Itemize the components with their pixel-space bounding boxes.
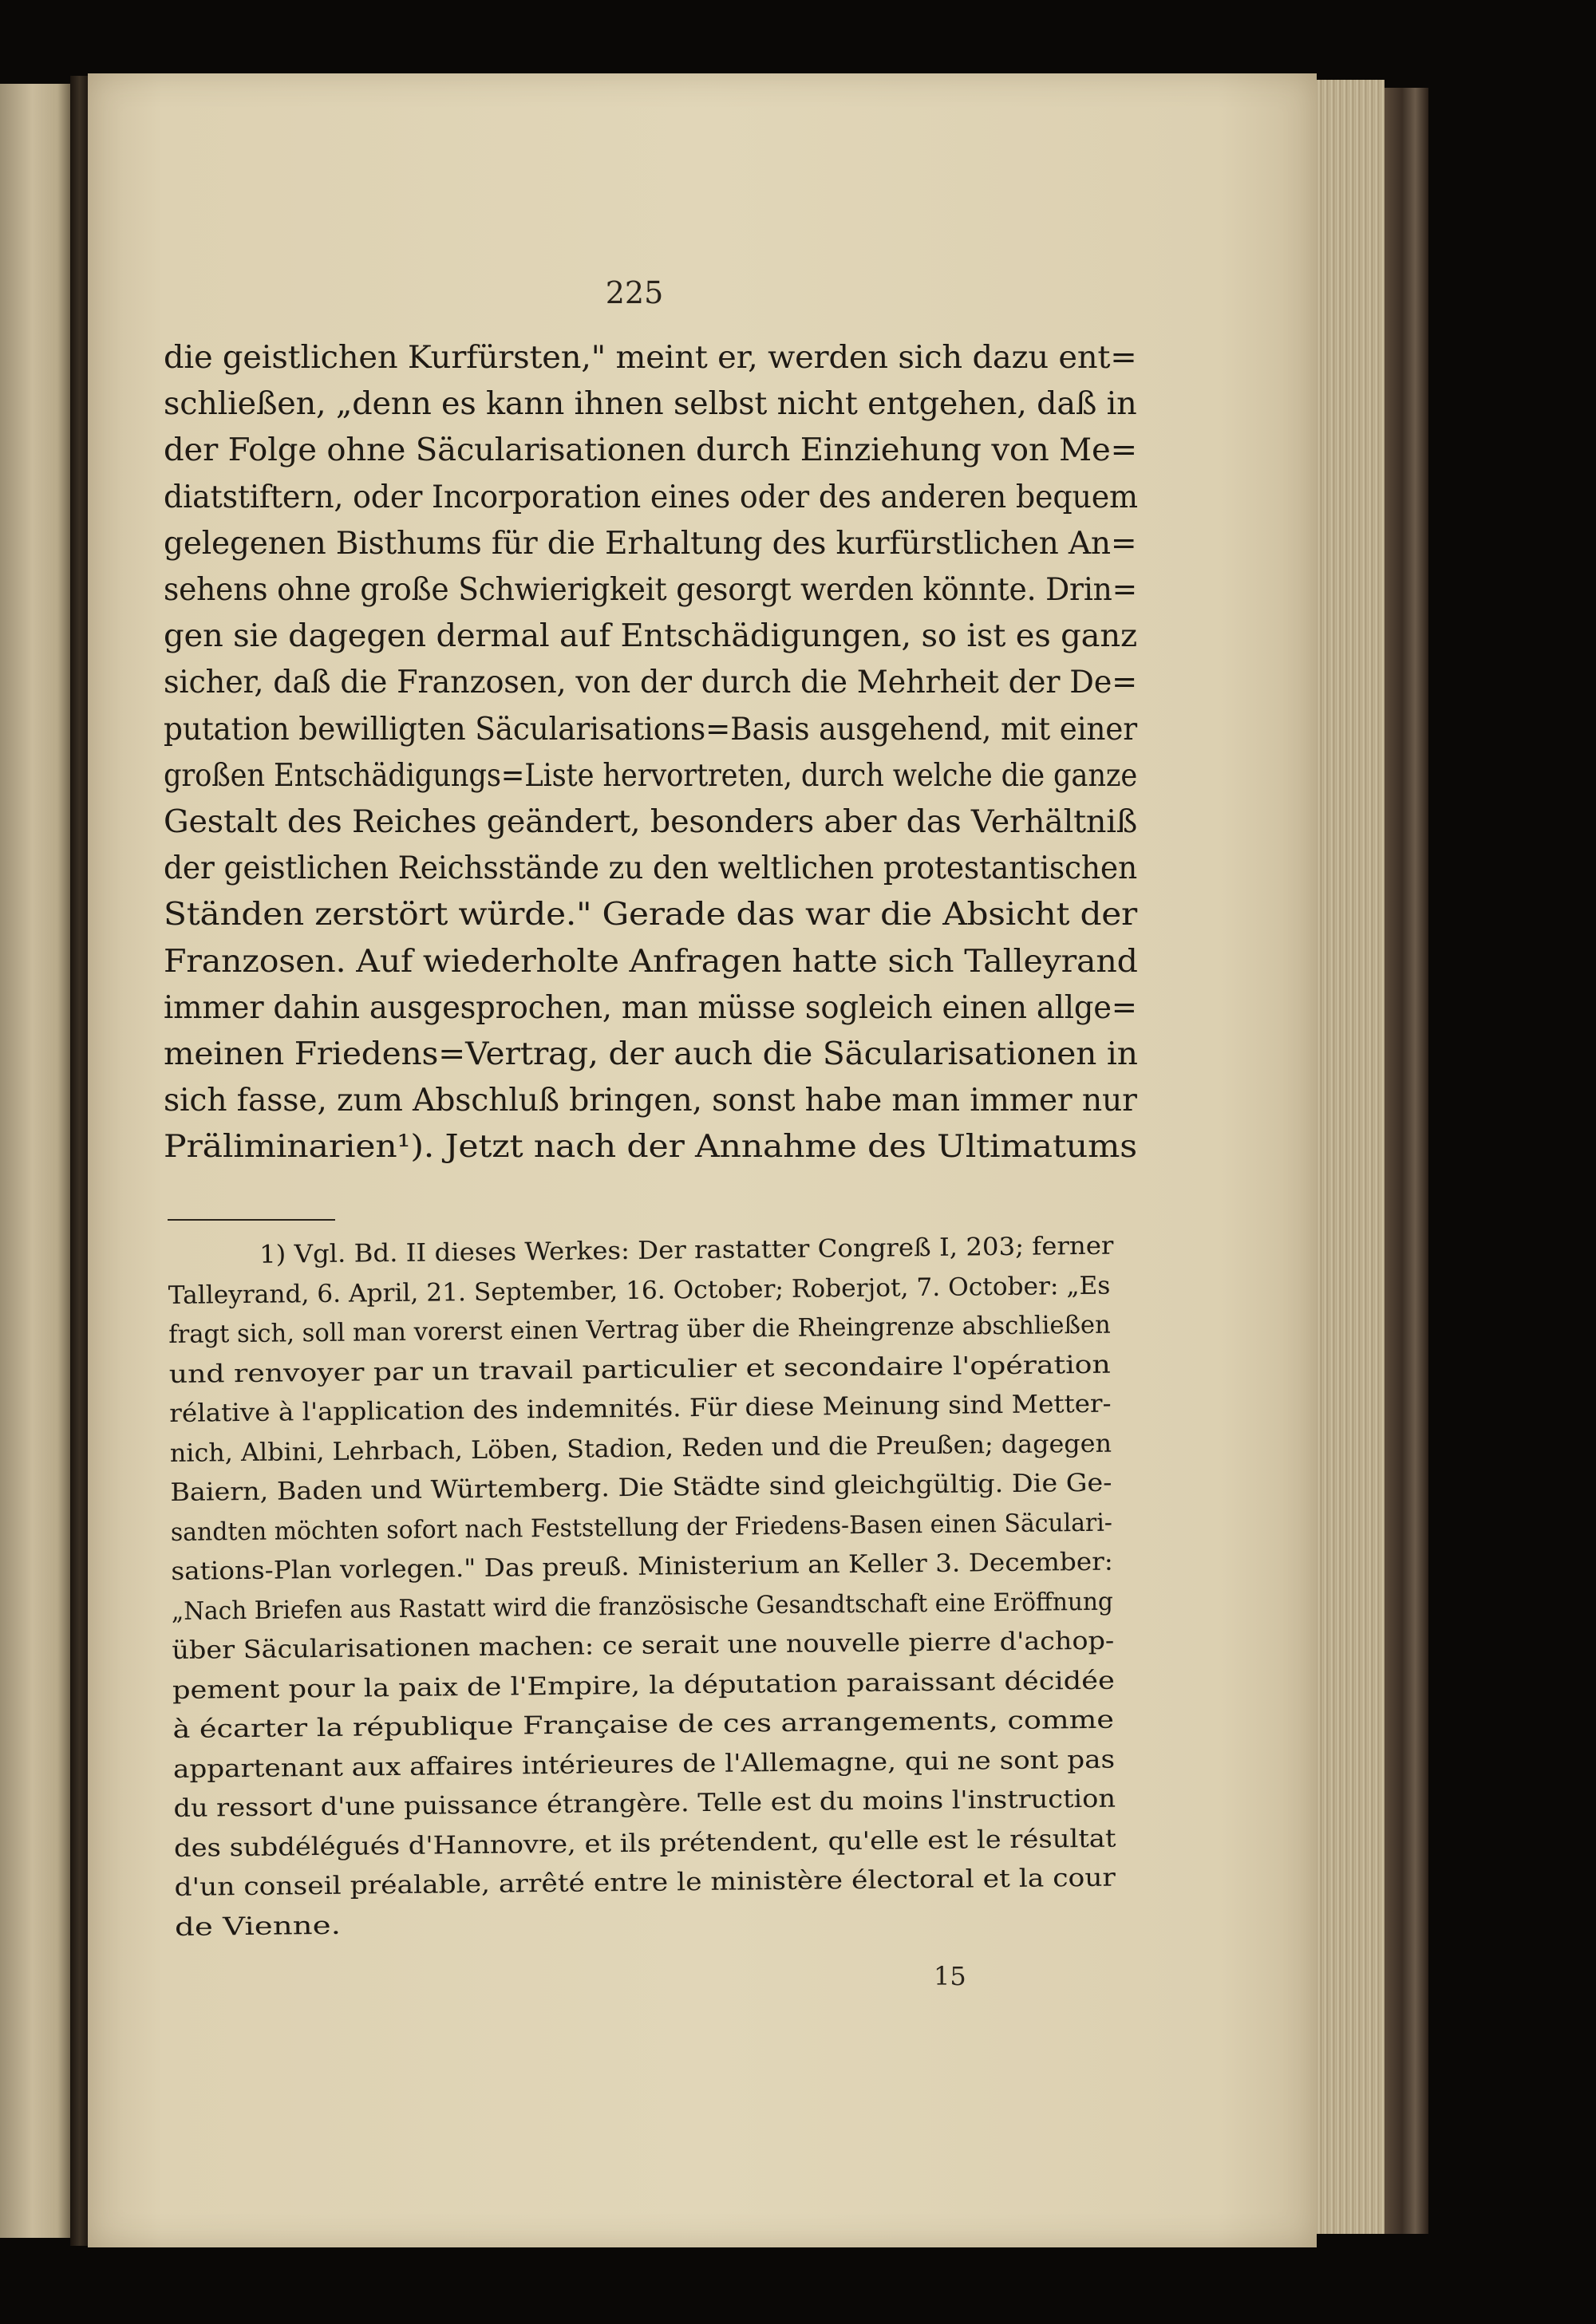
book-gutter: [70, 76, 89, 2246]
footnote-line: sandten möchten sofort nach Feststellung der Friedens-Basen einen Säculari-: [170, 1508, 1113, 1547]
text-line: gen sie dagegen dermal auf Entschädigungen, so ist es ganz: [164, 618, 1137, 655]
footnote-line: Baiern, Baden und Würtemberg. Die Städte sind gleichgültig. Die Ge-: [170, 1468, 1112, 1507]
signature-mark: 15: [934, 1961, 966, 1991]
footnote-rule: [168, 1219, 335, 1221]
footnote-line: und renvoyer par un travail particulier et secondaire l'opération: [168, 1350, 1111, 1389]
footnote-line: über Säcularisationen machen: ce serait une nouvelle pierre d'achop-: [172, 1626, 1115, 1665]
text-line: Ständen zerstört würde." Gerade das war die Absicht der: [164, 897, 1138, 933]
text-line: schließen, „denn es kann ihnen selbst nicht entgehen, daß in: [164, 386, 1137, 423]
text-line: putation bewilligten Säcularisations=Basis ausgehend, mit einer: [164, 711, 1137, 748]
text-line: sich fasse, zum Abschluß bringen, sonst habe man immer nur: [164, 1083, 1137, 1119]
text-line: der geistlichen Reichsstände zu den weltlichen protestantischen: [164, 850, 1137, 887]
footnote-line: du ressort d'une puissance étrangère. Telle est du moins l'instruction: [173, 1784, 1116, 1823]
main-text-block: [164, 335, 1137, 1171]
footnote-line: Talleyrand, 6. April, 21. September, 16. October; Roberjot, 7. October: „Es: [168, 1271, 1111, 1310]
footnote-line: d'un conseil préalable, arrêté entre le ministère électoral et la cour: [174, 1863, 1116, 1902]
footnote-line: „Nach Briefen aus Rastatt wird die französische Gesandtschaft eine Eröffnung: [171, 1587, 1114, 1626]
text-line: gelegenen Bisthums für die Erhaltung des kurfürstlichen An=: [164, 525, 1137, 562]
text-line: die geistlichen Kurfürsten," meint er, werden sich dazu ent=: [164, 340, 1137, 376]
text-line: diatstiftern, oder Incorporation eines oder des anderen bequem: [164, 479, 1138, 515]
text-line: Präliminarien¹). Jetzt nach der Annahme des Ultimatums: [164, 1129, 1137, 1166]
footnote-line: fragt sich, soll man vorerst einen Vertrag über die Rheingrenze abschließen: [168, 1310, 1111, 1349]
text-line: der Folge ohne Säcularisationen durch Einziehung von Me=: [164, 432, 1137, 469]
text-line: Gestalt des Reiches geändert, besonders aber das Verhältniß: [164, 804, 1138, 841]
footnote-line: appartenant aux affaires intérieures de l'Allemagne, qui ne sont pas: [172, 1745, 1116, 1784]
main-paragraph: [164, 335, 1137, 1171]
footnote-line: sations-Plan vorlegen." Das preuß. Ministerium an Keller 3. December:: [171, 1547, 1113, 1586]
text-line: immer dahin ausgesprochen, man müsse sogleich einen allge=: [164, 989, 1137, 1026]
facing-page-edge: [0, 84, 72, 2238]
footnote-line: pement pour la paix de l'Empire, la députation paraissant décidée: [172, 1666, 1116, 1705]
footnote-line: des subdélégués d'Hannovre, et ils prétendent, qu'elle est le résultat: [173, 1824, 1116, 1863]
footnote-line: 1) Vgl. Bd. II dieses Werkes: Der rastatter Congreß I, 203; ferner: [259, 1231, 1114, 1269]
footnote-line: à écarter la république Française de ces arrangements, comme: [172, 1705, 1115, 1744]
footnote-line: de Vienne.: [174, 1911, 342, 1942]
text-line: sicher, daß die Franzosen, von der durch die Mehrheit der De=: [164, 665, 1138, 701]
footnote-line: rélative à l'application des indemnités. Für diese Meinung sind Metter-: [169, 1389, 1112, 1428]
book-cover-edge: [1385, 88, 1428, 2234]
text-line: meinen Friedens=Vertrag, der auch die Säcularisationen in: [164, 1036, 1138, 1073]
page-number: 225: [605, 275, 664, 310]
text-line: großen Entschädigungs=Liste hervortreten, durch welche die ganze: [164, 757, 1138, 794]
text-line: sehens ohne große Schwierigkeit gesorgt werden könnte. Drin=: [164, 572, 1137, 609]
text-line: Franzosen. Auf wiederholte Anfragen hatte sich Talleyrand: [164, 943, 1138, 980]
footnote-line: nich, Albini, Lehrbach, Löben, Stadion, Reden und die Preußen; dagegen: [169, 1429, 1112, 1468]
footnote-block: [168, 1227, 1116, 1947]
